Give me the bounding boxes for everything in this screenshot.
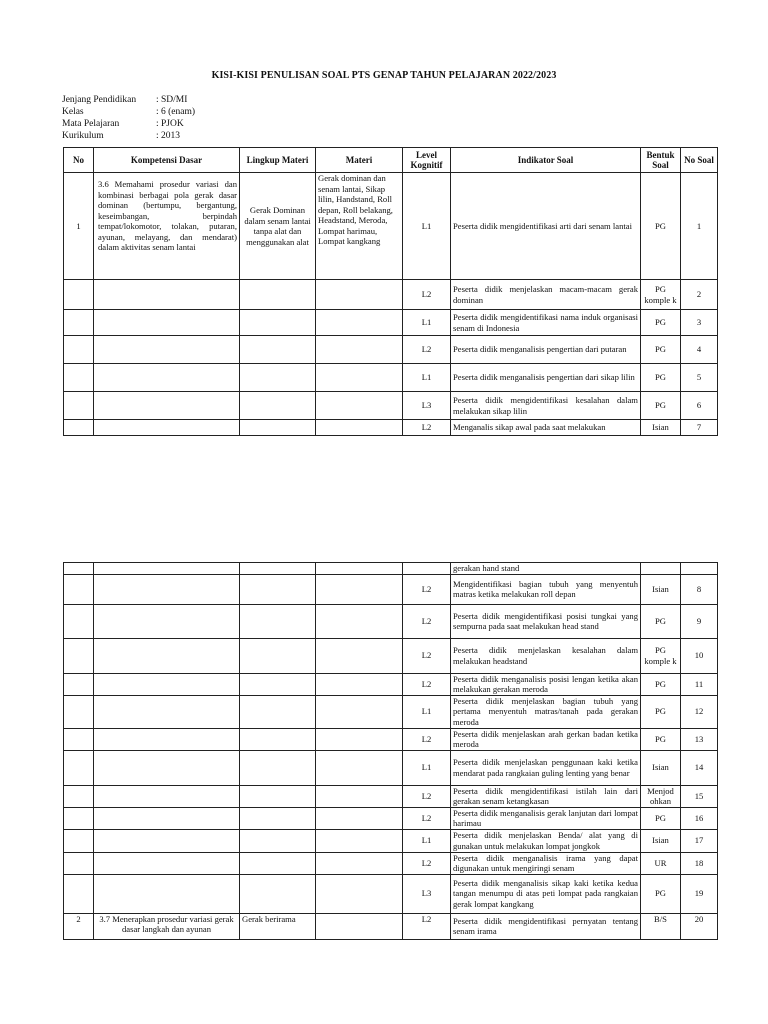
indikator-soal-cell: Peserta didik menjelaskan kesalahan dalam melakukan headstand [451, 638, 641, 673]
no-soal-cell: 14 [681, 750, 718, 785]
meta-label: Jenjang Pendidikan [62, 95, 137, 105]
indikator-soal-cell: Peserta didik menjelaskan macam-macam gerak dominan [451, 280, 641, 310]
column-header: Bentuk Soal [641, 148, 681, 173]
indikator-soal-cell: Menganalis sikap awal pada saat melakukan [451, 420, 641, 436]
table-row [64, 673, 718, 695]
empty-cell [64, 563, 94, 575]
empty-cell [64, 604, 94, 638]
empty-cell [240, 728, 316, 750]
bentuk-soal-cell: PG [641, 173, 681, 280]
indikator-soal-cell: Peserta didik mengidentifikasi istilah lain dari gerakan senam ketangkasan [451, 785, 641, 807]
no-soal-cell: 9 [681, 604, 718, 638]
empty-cell [64, 852, 94, 874]
empty-cell [94, 563, 240, 575]
indikator-soal-cell: Mengidentifikasi bagian tubuh yang menyentuh matras ketika melakukan roll depan [451, 574, 641, 604]
meta-row [62, 130, 195, 142]
bentuk-soal-cell: PG [641, 364, 681, 392]
bentuk-soal-cell: PG [641, 807, 681, 829]
table-row [64, 638, 718, 673]
empty-cell [64, 280, 94, 310]
column-header: Lingkup Materi [240, 148, 316, 173]
bentuk-soal-cell: PG komple k [641, 638, 681, 673]
empty-cell [240, 364, 316, 392]
empty-cell [240, 695, 316, 728]
no-soal-cell: 11 [681, 673, 718, 695]
bentuk-soal-cell: PG [641, 604, 681, 638]
empty-cell [316, 695, 403, 728]
bentuk-soal-cell: PG komple k [641, 280, 681, 310]
meta-value: : 6 (enam) [156, 107, 196, 117]
empty-cell [240, 310, 316, 336]
empty-cell [94, 364, 240, 392]
level-kognitif-cell: L2 [403, 673, 451, 695]
empty-cell [64, 392, 94, 420]
indikator-soal-cell: Peserta didik mengidentifikasi nama induk organisasi senam di Indonesia [451, 310, 641, 336]
empty-cell [64, 750, 94, 785]
lingkup-materi-cell: Gerak Dominan dalam senam lantai tanpa alat dan menggunakan alat [240, 173, 316, 280]
indikator-soal-cell: Peserta didik mengidentifikasi pernyatan tentang senam irama [451, 913, 641, 939]
empty-cell [64, 874, 94, 913]
empty-cell [316, 750, 403, 785]
empty-cell [240, 785, 316, 807]
empty-cell [316, 829, 403, 852]
table-row [64, 392, 718, 420]
empty-cell [316, 392, 403, 420]
empty-cell [64, 574, 94, 604]
empty-cell [316, 280, 403, 310]
empty-cell [94, 785, 240, 807]
table-header [64, 148, 718, 173]
empty-cell [64, 364, 94, 392]
empty-cell [94, 673, 240, 695]
indikator-soal-cell: Peserta didik menjelaskan bagian tubuh yang pertama menyentuh matras/tanah pada gerakan meroda [451, 695, 641, 728]
table-row [64, 728, 718, 750]
empty-cell [240, 852, 316, 874]
empty-cell [240, 604, 316, 638]
indikator-soal-cell: Peserta didik menganalisis irama yang dapat digunakan untuk mengiringi senam [451, 852, 641, 874]
kisi-kisi-table-page-2 [63, 562, 718, 940]
empty-cell [240, 392, 316, 420]
empty-cell [316, 574, 403, 604]
level-kognitif-cell: L1 [403, 173, 451, 280]
table-row [64, 852, 718, 874]
empty-cell [240, 563, 316, 575]
table-row [64, 785, 718, 807]
bentuk-soal-cell: PG [641, 695, 681, 728]
document-title: KISI-KISI PENULISAN SOAL PTS GENAP TAHUN PELAJARAN 2022/2023 [211, 70, 557, 81]
empty-cell [240, 574, 316, 604]
level-kognitif-cell: L2 [403, 852, 451, 874]
meta-value: : SD/MI [156, 95, 188, 105]
table-row [64, 364, 718, 392]
no-soal-cell: 16 [681, 807, 718, 829]
table-row [64, 807, 718, 829]
indikator-soal-cell: Peserta didik mengidentifikasi posisi tungkai yang sempurna pada saat melakukan head stand [451, 604, 641, 638]
empty-cell [64, 638, 94, 673]
level-kognitif-cell: L3 [403, 392, 451, 420]
bentuk-soal-cell: PG [641, 673, 681, 695]
empty-cell [94, 874, 240, 913]
no-soal-cell: 12 [681, 695, 718, 728]
indikator-soal-cell: Peserta didik menganalisis sikap kaki ketika kedua tangan menumpu di atas peti lompat pada rangkaian gerak lompat kangkang [451, 874, 641, 913]
empty-cell [94, 750, 240, 785]
table-row [64, 604, 718, 638]
table-row [64, 750, 718, 785]
no-soal-cell: 3 [681, 310, 718, 336]
level-kognitif-cell: L3 [403, 874, 451, 913]
empty-cell [240, 829, 316, 852]
empty-cell [94, 638, 240, 673]
level-kognitif-cell: L2 [403, 604, 451, 638]
meta-label: Mata Pelajaran [62, 119, 120, 129]
table-row [64, 173, 718, 280]
level-kognitif-cell: L1 [403, 829, 451, 852]
no-soal-cell: 6 [681, 392, 718, 420]
no-soal-cell: 1 [681, 173, 718, 280]
bentuk-soal-cell: Menjod ohkan [641, 785, 681, 807]
empty-cell [64, 728, 94, 750]
bentuk-soal-cell: PG [641, 336, 681, 364]
materi-cell: Gerak dominan dan senam lantai, Sikap lilin, Handstand, Roll depan, Roll belakang, Headstand, Meroda, Lompat harimau, Lompat kangkang [316, 173, 403, 280]
empty-cell [240, 336, 316, 364]
no-soal-cell: 17 [681, 829, 718, 852]
bentuk-soal-cell: Isian [641, 574, 681, 604]
no-soal-cell: 10 [681, 638, 718, 673]
empty-cell [64, 829, 94, 852]
empty-cell [64, 336, 94, 364]
empty-cell [316, 728, 403, 750]
kd-number: 2 [64, 913, 94, 939]
meta-value: : 2013 [156, 131, 181, 141]
empty-cell [316, 913, 403, 939]
empty-cell [240, 807, 316, 829]
no-soal-cell: 2 [681, 280, 718, 310]
empty-cell [94, 420, 240, 436]
empty-cell [240, 280, 316, 310]
indikator-soal-cell: Peserta didik menjelaskan arah gerkan badan ketika meroda [451, 728, 641, 750]
indikator-soal-cell: Peserta didik menjelaskan Benda/ alat yang di gunakan untuk melakukan lompat jongkok [451, 829, 641, 852]
empty-cell [94, 336, 240, 364]
table-row [64, 574, 718, 604]
empty-cell [64, 807, 94, 829]
level-kognitif-cell: L2 [403, 913, 451, 939]
bentuk-soal-cell: B/S [641, 913, 681, 939]
empty-cell [681, 563, 718, 575]
empty-cell [316, 874, 403, 913]
empty-cell [94, 604, 240, 638]
table-row [64, 829, 718, 852]
table-row [64, 336, 718, 364]
table-row [64, 310, 718, 336]
empty-cell [94, 280, 240, 310]
indikator-soal-cell: Peserta didik mengidentifikasi arti dari senam lantai [451, 173, 641, 280]
column-header: Kompetensi Dasar [94, 148, 240, 173]
no-soal-cell: 4 [681, 336, 718, 364]
table-row [64, 420, 718, 436]
table-row [64, 874, 718, 913]
no-soal-cell: 7 [681, 420, 718, 436]
level-kognitif-cell: L2 [403, 280, 451, 310]
empty-cell [94, 852, 240, 874]
empty-cell [316, 310, 403, 336]
indikator-soal-cell: Peserta didik menganalisis pengertian dari putaran [451, 336, 641, 364]
lingkup-materi-cell: Gerak berirama [240, 913, 316, 939]
bentuk-soal-cell: Isian [641, 420, 681, 436]
meta-label: Kurikulum [62, 131, 104, 141]
column-header: Materi [316, 148, 403, 173]
no-soal-cell: 15 [681, 785, 718, 807]
no-soal-cell: 13 [681, 728, 718, 750]
level-kognitif-cell: L1 [403, 695, 451, 728]
empty-cell [64, 420, 94, 436]
empty-cell [316, 807, 403, 829]
level-kognitif-cell: L2 [403, 638, 451, 673]
indikator-soal-cell: Peserta didik menganalisis posisi lengan ketika akan melakukan gerakan meroda [451, 673, 641, 695]
meta-row [62, 118, 195, 130]
kompetensi-dasar-cell: 3.7 Menerapkan prosedur variasi gerak dasar langkah dan ayunan [94, 913, 240, 939]
bentuk-soal-cell: PG [641, 728, 681, 750]
empty-cell [94, 574, 240, 604]
column-header: No Soal [681, 148, 718, 173]
empty-cell [94, 728, 240, 750]
empty-cell [64, 695, 94, 728]
empty-cell [316, 604, 403, 638]
column-header: Indikator Soal [451, 148, 641, 173]
empty-cell [240, 874, 316, 913]
bentuk-soal-cell: Isian [641, 750, 681, 785]
bentuk-soal-cell: Isian [641, 829, 681, 852]
level-kognitif-cell: L2 [403, 728, 451, 750]
kompetensi-dasar-cell: 3.6 Memahami prosedur variasi dan kombinasi berbagai pola gerak dasar dominan (bertumpu, bergantung, keseimbangan, berpindah tempat/lokomotor, tolakan, putaran, ayunan, melayang, dan mendarat) dalam aktivitas senam lantai [94, 173, 240, 280]
table-row [64, 280, 718, 310]
empty-cell [316, 336, 403, 364]
empty-cell [240, 750, 316, 785]
level-kognitif-cell: L2 [403, 785, 451, 807]
level-kognitif-cell: L1 [403, 310, 451, 336]
empty-cell [94, 695, 240, 728]
empty-cell [240, 673, 316, 695]
empty-cell [64, 310, 94, 336]
table-row [64, 913, 718, 939]
empty-cell [316, 852, 403, 874]
empty-cell [64, 785, 94, 807]
indikator-soal-cell: Peserta didik mengidentifikasi kesalahan dalam melakukan sikap lilin [451, 392, 641, 420]
empty-cell [94, 807, 240, 829]
indikator-soal-cell: gerakan hand stand [451, 563, 641, 575]
bentuk-soal-cell: PG [641, 874, 681, 913]
no-soal-cell: 18 [681, 852, 718, 874]
meta-row [62, 106, 195, 118]
empty-cell [240, 420, 316, 436]
meta-row [62, 94, 195, 106]
empty-cell [316, 785, 403, 807]
table-row [64, 695, 718, 728]
no-soal-cell: 20 [681, 913, 718, 939]
empty-cell [316, 563, 403, 575]
level-kognitif-cell: L2 [403, 420, 451, 436]
indikator-soal-cell: Peserta didik menganalisis pengertian dari sikap lilin [451, 364, 641, 392]
no-soal-cell: 5 [681, 364, 718, 392]
empty-cell [240, 638, 316, 673]
table-row [64, 563, 718, 575]
level-kognitif-cell: L1 [403, 364, 451, 392]
empty-cell [316, 420, 403, 436]
bentuk-soal-cell: PG [641, 310, 681, 336]
empty-cell [316, 638, 403, 673]
kisi-kisi-table-page-1 [63, 147, 718, 436]
level-kognitif-cell: L2 [403, 336, 451, 364]
empty-cell [403, 563, 451, 575]
level-kognitif-cell: L2 [403, 807, 451, 829]
empty-cell [64, 673, 94, 695]
empty-cell [94, 829, 240, 852]
empty-cell [316, 364, 403, 392]
no-soal-cell: 19 [681, 874, 718, 913]
no-soal-cell: 8 [681, 574, 718, 604]
column-header: Level Kognitif [403, 148, 451, 173]
bentuk-soal-cell: PG [641, 392, 681, 420]
level-kognitif-cell: L2 [403, 574, 451, 604]
empty-cell [316, 673, 403, 695]
bentuk-soal-cell: UR [641, 852, 681, 874]
empty-cell [94, 392, 240, 420]
document-meta [62, 94, 195, 142]
meta-label: Kelas [62, 107, 84, 117]
indikator-soal-cell: Peserta didik menganalisis gerak lanjutan dari lompat harimau [451, 807, 641, 829]
empty-cell [641, 563, 681, 575]
column-header: No [64, 148, 94, 173]
level-kognitif-cell: L1 [403, 750, 451, 785]
meta-value: : PJOK [156, 119, 184, 129]
kd-number: 1 [64, 173, 94, 280]
empty-cell [94, 310, 240, 336]
indikator-soal-cell: Peserta didik menjelaskan penggunaan kaki ketika mendarat pada rangkaian guling lenting yang benar [451, 750, 641, 785]
